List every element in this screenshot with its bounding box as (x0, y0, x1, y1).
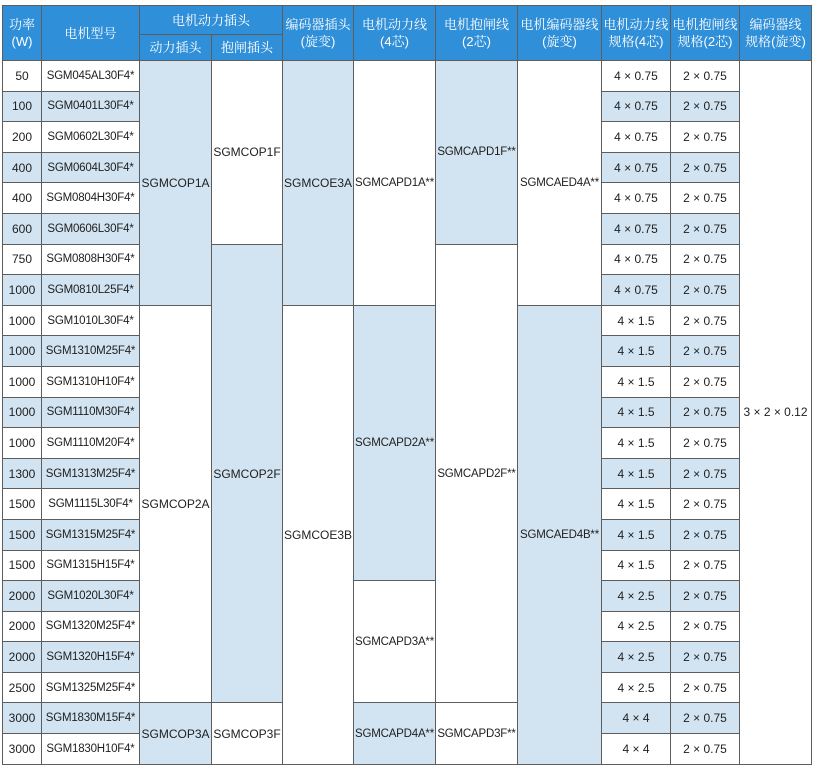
power-spec-cell: 4 × 0.75 (602, 122, 671, 153)
power-cell: 1500 (3, 489, 42, 520)
model-cell: SGM1830H10F4* (42, 734, 140, 765)
power-cell: 1500 (3, 550, 42, 581)
model-cell: SGM1313M25F4* (42, 458, 140, 489)
power-spec-cell: 4 × 1.5 (602, 519, 671, 550)
power-cell: 1000 (3, 336, 42, 367)
model-cell: SGM1320H15F4* (42, 642, 140, 673)
brake-line-cell: SGMCAPD1F** (436, 61, 518, 245)
table-row (3, 61, 812, 92)
power-cell: 100 (3, 91, 42, 122)
power-spec-cell: 4 × 1.5 (602, 550, 671, 581)
model-cell: SGM0604L30F4* (42, 152, 140, 183)
model-cell: SGM1325M25F4* (42, 672, 140, 703)
power-line-cell: SGMCAPD3A** (354, 581, 436, 703)
brake-spec-cell: 2 × 0.75 (671, 305, 740, 336)
power-cell: 2000 (3, 642, 42, 673)
power-spec-cell: 4 × 1.5 (602, 397, 671, 428)
model-cell: SGM0606L30F4* (42, 213, 140, 244)
power-spec-cell: 4 × 0.75 (602, 213, 671, 244)
power-cell: 3000 (3, 734, 42, 765)
model-cell: SGM0602L30F4* (42, 122, 140, 153)
power-spec-cell: 4 × 1.5 (602, 336, 671, 367)
brake-spec-cell: 2 × 0.75 (671, 397, 740, 428)
brake-spec-cell: 2 × 0.75 (671, 550, 740, 581)
encoder-plug-cell: SGMCOE3A (283, 61, 354, 306)
encoder-line-cell: SGMCAED4B** (518, 305, 602, 764)
power-spec-cell: 4 × 1.5 (602, 366, 671, 397)
power-spec-cell: 4 × 0.75 (602, 91, 671, 122)
power-cell: 200 (3, 122, 42, 153)
header-power-line: 电机动力线 (4芯) (354, 6, 436, 61)
power-spec-cell: 4 × 1.5 (602, 428, 671, 459)
table-row (3, 305, 812, 336)
power-cell: 50 (3, 61, 42, 92)
model-cell: SGM045AL30F4* (42, 61, 140, 92)
power-cell: 400 (3, 183, 42, 214)
brake-spec-cell: 2 × 0.75 (671, 152, 740, 183)
power-spec-cell: 4 × 2.5 (602, 581, 671, 612)
power-spec-cell: 4 × 0.75 (602, 183, 671, 214)
power-cell: 750 (3, 244, 42, 275)
brake-spec-cell: 2 × 0.75 (671, 734, 740, 765)
brake-spec-cell: 2 × 0.75 (671, 275, 740, 306)
power-plug-cell: SGMCOP3A (140, 703, 212, 764)
brake-spec-cell: 2 × 0.75 (671, 122, 740, 153)
brake-spec-cell: 2 × 0.75 (671, 336, 740, 367)
power-line-cell: SGMCAPD4A** (354, 703, 436, 764)
power-plug-cell: SGMCOP1A (140, 61, 212, 306)
power-spec-cell: 4 × 1.5 (602, 489, 671, 520)
header-power: 功率 (W) (3, 6, 42, 61)
brake-spec-cell: 2 × 0.75 (671, 458, 740, 489)
encoder-plug-cell: SGMCOE3B (283, 305, 354, 764)
header-motor-power-plug: 电机动力插头 (140, 6, 283, 35)
power-spec-cell: 4 × 0.75 (602, 244, 671, 275)
power-cell: 600 (3, 213, 42, 244)
brake-spec-cell: 2 × 0.75 (671, 519, 740, 550)
model-cell: SGM1110M20F4* (42, 428, 140, 459)
brake-spec-cell: 2 × 0.75 (671, 183, 740, 214)
header-brake-line: 电机抱闸线 (2芯) (436, 6, 518, 61)
brake-spec-cell: 2 × 0.75 (671, 366, 740, 397)
header-model: 电机型号 (42, 6, 140, 61)
model-cell: SGM1310H10F4* (42, 366, 140, 397)
model-cell: SGM0810L25F4* (42, 275, 140, 306)
brake-plug-cell: SGMCOP3F (212, 703, 283, 764)
power-spec-cell: 4 × 4 (602, 703, 671, 734)
model-cell: SGM1010L30F4* (42, 305, 140, 336)
encoder-line-cell: SGMCAED4A** (518, 61, 602, 306)
brake-spec-cell: 2 × 0.75 (671, 642, 740, 673)
header-encoder-plug: 编码器插头 (旋变) (283, 6, 354, 61)
brake-spec-cell: 2 × 0.75 (671, 611, 740, 642)
brake-line-cell: SGMCAPD2F** (436, 244, 518, 703)
power-plug-cell: SGMCOP2A (140, 305, 212, 703)
brake-spec-cell: 2 × 0.75 (671, 489, 740, 520)
header-power-line-spec: 电机动力线 规格(4芯) (602, 6, 671, 61)
cable-spec-table (2, 5, 812, 765)
header-brake-line-spec: 电机抱闸线 规格(2芯) (671, 6, 740, 61)
table-body (3, 61, 812, 765)
brake-spec-cell: 2 × 0.75 (671, 703, 740, 734)
brake-spec-cell: 2 × 0.75 (671, 244, 740, 275)
power-cell: 1000 (3, 397, 42, 428)
brake-plug-cell: SGMCOP2F (212, 244, 283, 703)
power-spec-cell: 4 × 4 (602, 734, 671, 765)
model-cell: SGM1115L30F4* (42, 489, 140, 520)
model-cell: SGM0401L30F4* (42, 91, 140, 122)
power-cell: 1000 (3, 366, 42, 397)
power-cell: 2000 (3, 611, 42, 642)
power-line-cell: SGMCAPD2A** (354, 305, 436, 580)
power-spec-cell: 4 × 1.5 (602, 305, 671, 336)
model-cell: SGM1320M25F4* (42, 611, 140, 642)
encoder-spec-cell: 3 × 2 × 0.12 (740, 61, 812, 765)
power-spec-cell: 4 × 1.5 (602, 458, 671, 489)
header-brake-plug: 抱闸插头 (212, 35, 283, 61)
brake-spec-cell: 2 × 0.75 (671, 213, 740, 244)
power-cell: 3000 (3, 703, 42, 734)
table-row (3, 581, 812, 612)
model-cell: SGM0804H30F4* (42, 183, 140, 214)
brake-plug-cell: SGMCOP1F (212, 61, 283, 245)
brake-spec-cell: 2 × 0.75 (671, 428, 740, 459)
model-cell: SGM0808H30F4* (42, 244, 140, 275)
model-cell: SGM1310M25F4* (42, 336, 140, 367)
model-cell: SGM1315H15F4* (42, 550, 140, 581)
power-cell: 400 (3, 152, 42, 183)
power-cell: 1500 (3, 519, 42, 550)
model-cell: SGM1315M25F4* (42, 519, 140, 550)
model-cell: SGM1830M15F4* (42, 703, 140, 734)
header-encoder-line-spec: 编码器线 规格(旋变) (740, 6, 812, 61)
power-spec-cell: 4 × 2.5 (602, 642, 671, 673)
power-spec-cell: 4 × 2.5 (602, 672, 671, 703)
brake-spec-cell: 2 × 0.75 (671, 672, 740, 703)
power-cell: 1300 (3, 458, 42, 489)
brake-spec-cell: 2 × 0.75 (671, 581, 740, 612)
power-spec-cell: 4 × 2.5 (602, 611, 671, 642)
power-cell: 1000 (3, 305, 42, 336)
model-cell: SGM1110M30F4* (42, 397, 140, 428)
table-row (3, 703, 812, 734)
brake-line-cell: SGMCAPD3F** (436, 703, 518, 764)
power-cell: 1000 (3, 275, 42, 306)
header-power-plug: 动力插头 (140, 35, 212, 61)
power-cell: 1000 (3, 428, 42, 459)
model-cell: SGM1020L30F4* (42, 581, 140, 612)
power-spec-cell: 4 × 0.75 (602, 61, 671, 92)
power-line-cell: SGMCAPD1A** (354, 61, 436, 306)
power-spec-cell: 4 × 0.75 (602, 275, 671, 306)
power-cell: 2500 (3, 672, 42, 703)
brake-spec-cell: 2 × 0.75 (671, 61, 740, 92)
power-spec-cell: 4 × 0.75 (602, 152, 671, 183)
header-encoder-line: 电机编码器线 (旋变) (518, 6, 602, 61)
brake-spec-cell: 2 × 0.75 (671, 91, 740, 122)
power-cell: 2000 (3, 581, 42, 612)
